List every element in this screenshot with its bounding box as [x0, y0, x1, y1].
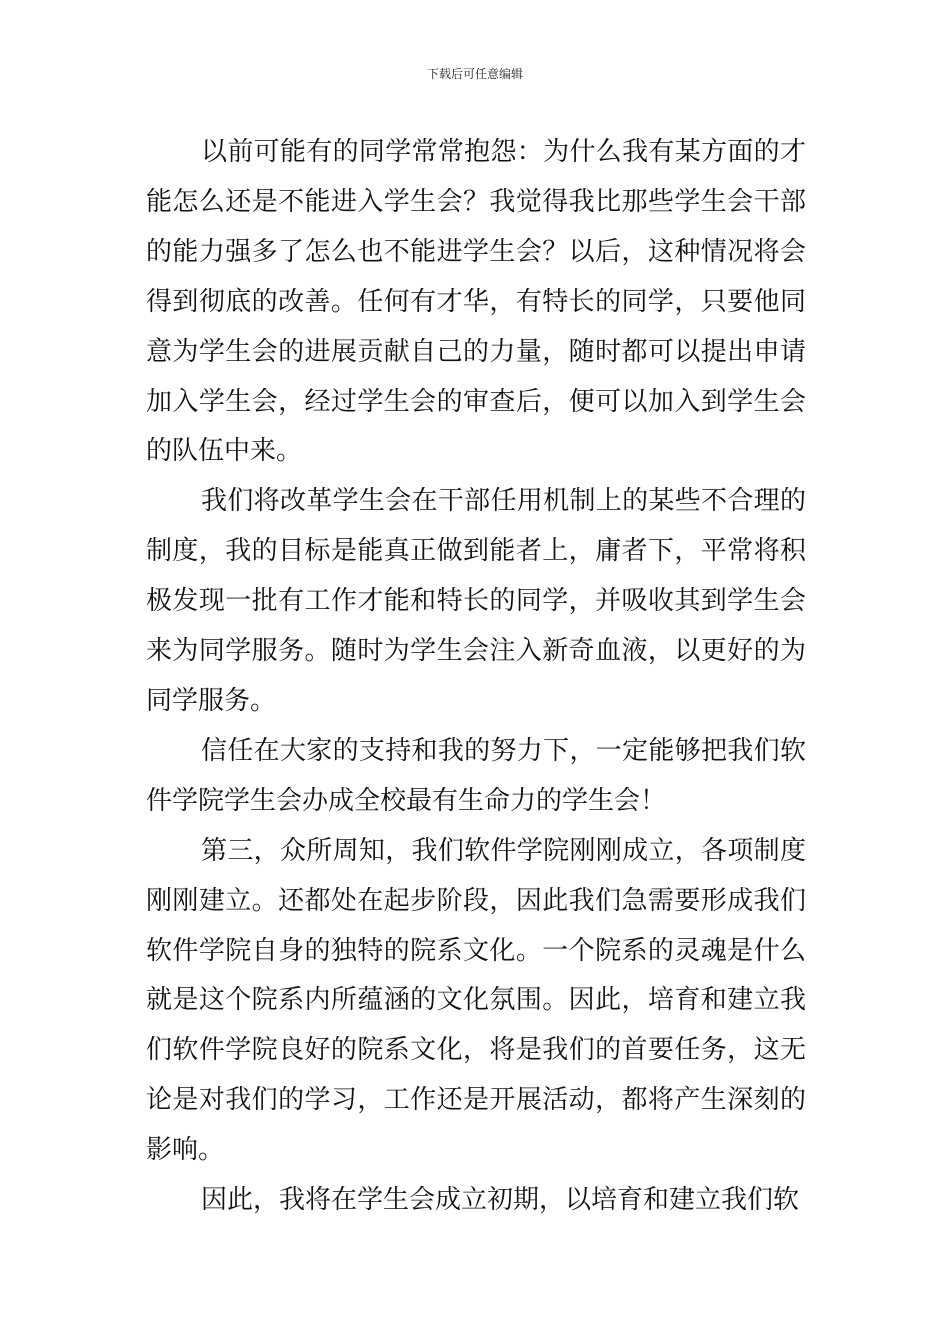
paragraph-2: 我们将改革学生会在干部任用机制上的某些不合理的制度，我的目标是能真正做到能者上，庸者下，平常将积极发现一批有工作才能和特长的同学，并吸收其到学生会来为同学服务。随时为学生会注入新奇血液，以更好的为同学服务。 [146, 486, 806, 716]
paragraph-5: 因此，我将在学生会成立初期，以培育和建立我们软 [201, 1185, 800, 1216]
paragraph-4: 第三，众所周知，我们软件学院刚刚成立，各项制度刚刚建立。还都处在起步阶段，因此我们急需要形成我们软件学院自身的独特的院系文化。一个院系的灵魂是什么就是这个院系内所蕴涵的文化氛围。因此，培育和建立我们软件学院良好的院系文化，将是我们的首要任务，这无论是对我们的学习，工作还是开展活动，都将产生深刻的影响。 [146, 835, 806, 1166]
document-body [146, 128, 806, 1226]
page-header: 下载后可任意编辑 [426, 67, 523, 81]
paragraph-1: 以前可能有的同学常常抱怨：为什么我有某方面的才能怎么还是不能进入学生会？我觉得我比那些学生会干部的能力强多了怎么也不能进学生会？以后，这种情况将会得到彻底的改善。任何有才华，有特长的同学，只要他同意为学生会的进展贡献自己的力量，随时都可以提出申请加入学生会，经过学生会的审查后，便可以加入到学生会的队伍中来。 [146, 137, 806, 467]
paragraph-3: 信任在大家的支持和我的努力下，一定能够把我们软件学院学生会办成全校最有生命力的学生会！ [146, 735, 806, 816]
